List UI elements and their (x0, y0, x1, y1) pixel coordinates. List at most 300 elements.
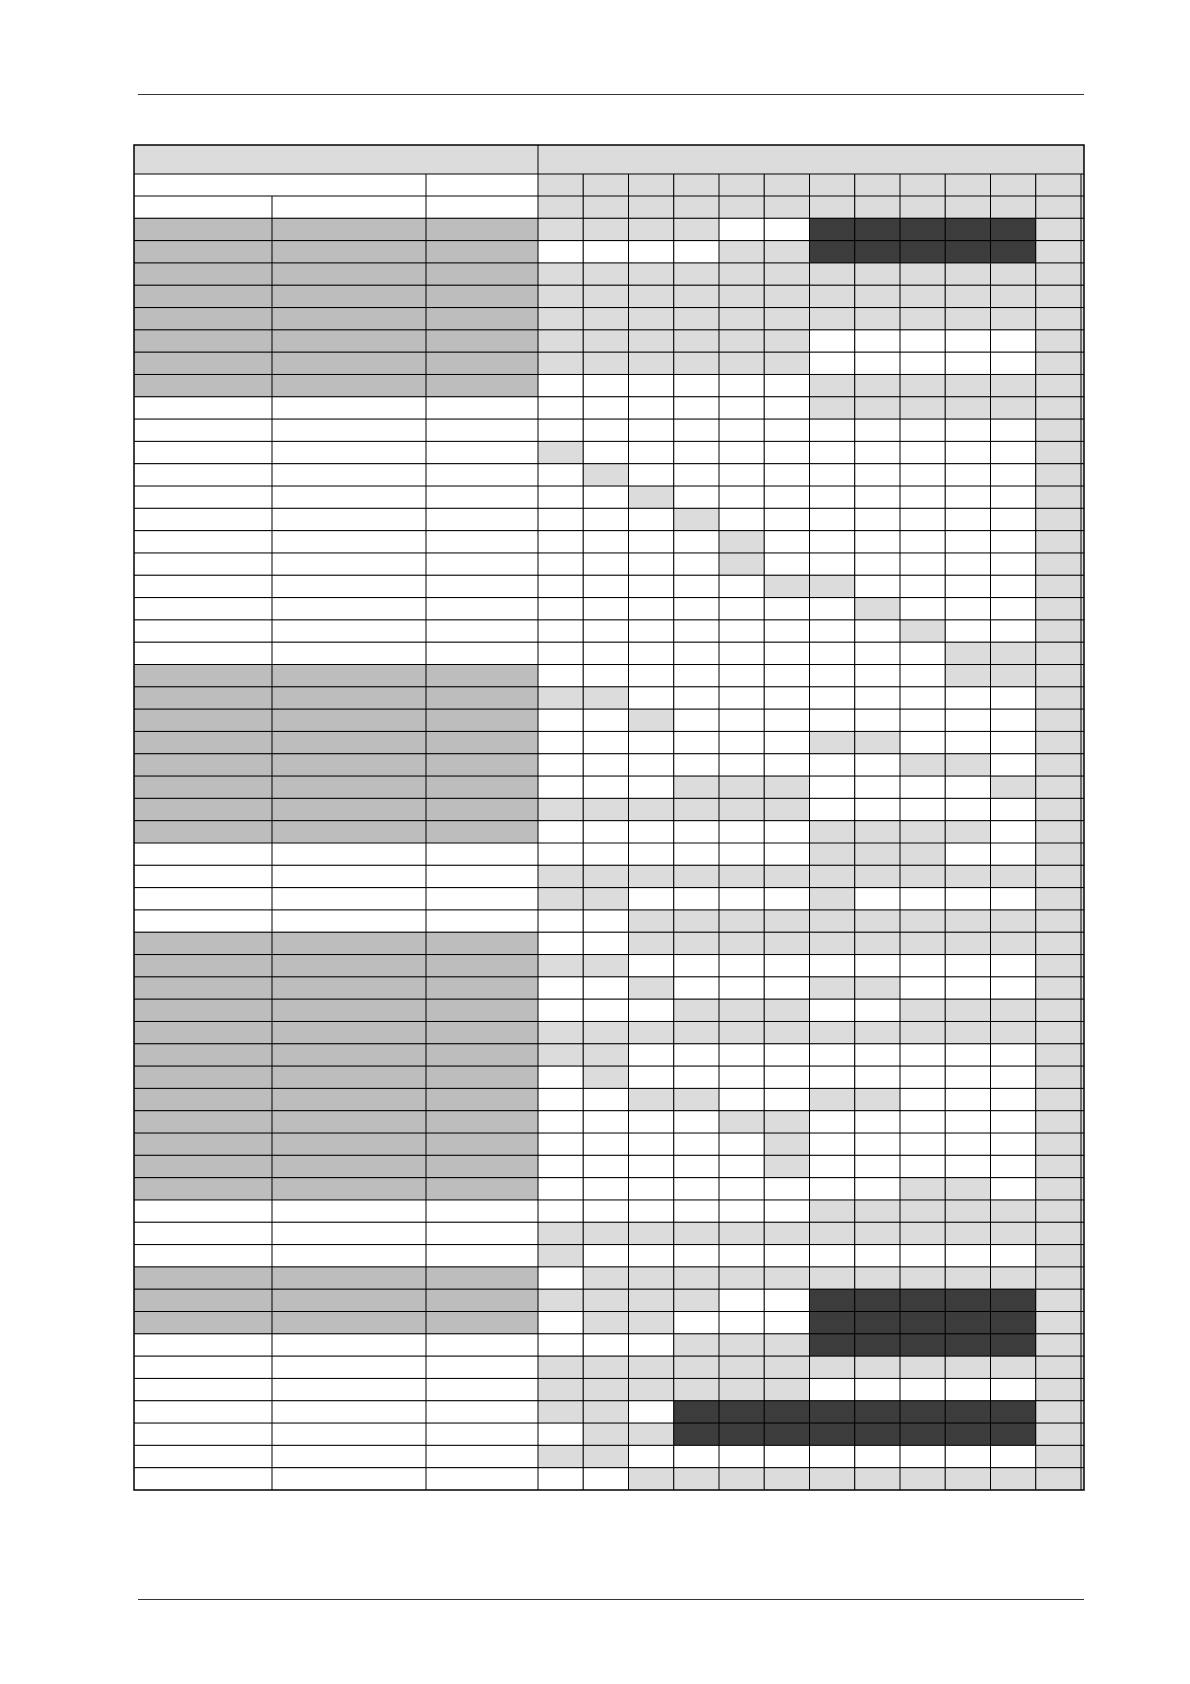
matrix-cell (629, 196, 674, 218)
matrix-cell (538, 642, 583, 664)
matrix-cell (764, 1378, 809, 1400)
matrix-cell (764, 865, 809, 887)
matrix-cell (991, 508, 1036, 530)
row-label-cell (134, 642, 272, 664)
row-label-cell (426, 1378, 538, 1400)
matrix-cell (810, 888, 855, 910)
matrix-cell (674, 1378, 719, 1400)
matrix-cell (1036, 1200, 1081, 1222)
matrix-cell (764, 1200, 809, 1222)
matrix-cell (583, 1289, 628, 1311)
matrix-cell (629, 1289, 674, 1311)
matrix-cell (1036, 999, 1081, 1021)
matrix-cell (1036, 798, 1081, 820)
row-label-cell (134, 776, 272, 798)
row-label-cell (272, 731, 426, 753)
row-label-cell (134, 1088, 272, 1110)
matrix-cell (855, 798, 900, 820)
matrix-cell (945, 1312, 990, 1334)
matrix-cell (764, 598, 809, 620)
matrix-cell (900, 352, 945, 374)
matrix-cell (674, 776, 719, 798)
matrix-cell (945, 1401, 990, 1423)
row-label-cell (134, 330, 272, 352)
row-label-cell (272, 977, 426, 999)
matrix-cell (991, 1155, 1036, 1177)
matrix-cell (945, 731, 990, 753)
subheader-label-cell (134, 174, 426, 196)
row-label-cell (426, 798, 538, 820)
matrix-cell (629, 1267, 674, 1289)
matrix-cell (674, 1155, 719, 1177)
matrix-cell (1036, 241, 1081, 263)
subheader-value-cell (1036, 174, 1081, 196)
row-label-cell (272, 441, 426, 463)
matrix-cell (583, 1066, 628, 1088)
matrix-cell (764, 1245, 809, 1267)
matrix-cell (719, 1133, 764, 1155)
row-label-cell (134, 196, 272, 218)
row-label-cell (272, 241, 426, 263)
matrix-cell (583, 865, 628, 887)
matrix-cell (583, 910, 628, 932)
matrix-cell (1036, 531, 1081, 553)
row-label-cell (134, 1312, 272, 1334)
row-label-cell (272, 754, 426, 776)
matrix-cell (538, 843, 583, 865)
matrix-cell (900, 776, 945, 798)
matrix-cell (810, 932, 855, 954)
row-label-cell (272, 531, 426, 553)
matrix-cell (538, 441, 583, 463)
row-label-cell (426, 977, 538, 999)
matrix-cell (810, 218, 855, 240)
row-label-cell (134, 598, 272, 620)
row-label-cell (426, 598, 538, 620)
matrix-cell (810, 464, 855, 486)
row-label-cell (134, 932, 272, 954)
matrix-cell (629, 1445, 674, 1467)
matrix-cell (1036, 1088, 1081, 1110)
matrix-cell (674, 508, 719, 530)
matrix-cell (991, 553, 1036, 575)
row-label-cell (134, 798, 272, 820)
matrix-cell (629, 308, 674, 330)
matrix-cell (810, 1044, 855, 1066)
matrix-cell (900, 687, 945, 709)
row-label-cell (134, 910, 272, 932)
matrix-cell (538, 1111, 583, 1133)
matrix-cell (629, 620, 674, 642)
matrix-cell (1036, 776, 1081, 798)
matrix-cell (810, 687, 855, 709)
row-label-cell (426, 1222, 538, 1244)
matrix-cell (764, 1133, 809, 1155)
matrix-cell (764, 1178, 809, 1200)
matrix-cell (945, 999, 990, 1021)
matrix-cell (629, 687, 674, 709)
matrix-cell (855, 1423, 900, 1445)
row-label-cell (272, 1267, 426, 1289)
matrix-cell (810, 1334, 855, 1356)
matrix-cell (674, 1133, 719, 1155)
matrix-cell (538, 285, 583, 307)
matrix-cell (583, 665, 628, 687)
matrix-cell (719, 508, 764, 530)
matrix-cell (764, 330, 809, 352)
matrix-cell (855, 330, 900, 352)
row-label-cell (134, 1245, 272, 1267)
matrix-cell (583, 754, 628, 776)
row-label-cell (134, 1468, 272, 1490)
row-label-cell (272, 798, 426, 820)
matrix-cell (945, 352, 990, 374)
matrix-cell (629, 709, 674, 731)
matrix-cell (538, 1289, 583, 1311)
matrix-cell (629, 665, 674, 687)
matrix-cell (900, 865, 945, 887)
matrix-cell (1036, 285, 1081, 307)
matrix-cell (674, 1245, 719, 1267)
row-label-cell (134, 1401, 272, 1423)
row-label-cell (272, 642, 426, 664)
matrix-cell (855, 843, 900, 865)
matrix-cell (991, 241, 1036, 263)
matrix-cell (810, 1378, 855, 1400)
row-label-cell (272, 1200, 426, 1222)
matrix-cell (991, 1066, 1036, 1088)
matrix-cell (719, 955, 764, 977)
matrix-cell (945, 441, 990, 463)
matrix-cell (810, 486, 855, 508)
matrix-cell (945, 888, 990, 910)
matrix-cell (810, 865, 855, 887)
matrix-cell (1036, 1378, 1081, 1400)
matrix-cell (764, 1312, 809, 1334)
matrix-cell (855, 553, 900, 575)
matrix-cell (991, 374, 1036, 396)
row-label-cell (272, 1378, 426, 1400)
matrix-cell (855, 754, 900, 776)
row-label-cell (272, 1356, 426, 1378)
subheader-value-cell (900, 174, 945, 196)
row-label-cell (426, 865, 538, 887)
matrix-cell (583, 776, 628, 798)
row-label-cell (426, 888, 538, 910)
matrix-cell (855, 1378, 900, 1400)
matrix-cell (674, 374, 719, 396)
matrix-cell (583, 1044, 628, 1066)
matrix-cell (1036, 575, 1081, 597)
matrix-cell (764, 955, 809, 977)
matrix-cell (719, 263, 764, 285)
row-label-cell (426, 575, 538, 597)
row-label-cell (272, 1445, 426, 1467)
matrix-cell (1036, 598, 1081, 620)
row-label-cell (426, 330, 538, 352)
matrix-cell (674, 843, 719, 865)
matrix-cell (583, 731, 628, 753)
matrix-cell (719, 1044, 764, 1066)
matrix-cell (629, 1312, 674, 1334)
row-label-cell (272, 1312, 426, 1334)
row-label-cell (134, 665, 272, 687)
matrix-cell (719, 1312, 764, 1334)
matrix-cell (629, 955, 674, 977)
row-label-cell (272, 1044, 426, 1066)
matrix-cell (991, 464, 1036, 486)
row-label-cell (134, 1021, 272, 1043)
matrix-cell (629, 1423, 674, 1445)
matrix-cell (945, 1356, 990, 1378)
matrix-cell (900, 1178, 945, 1200)
row-label-cell (426, 1200, 538, 1222)
row-label-cell (134, 218, 272, 240)
matrix-cell (583, 374, 628, 396)
row-label-cell (134, 977, 272, 999)
matrix-cell (855, 464, 900, 486)
matrix-cell (764, 553, 809, 575)
row-label-cell (426, 620, 538, 642)
row-label-cell (426, 776, 538, 798)
matrix-cell (764, 1111, 809, 1133)
matrix-cell (583, 1334, 628, 1356)
row-label-cell (272, 999, 426, 1021)
row-label-cell (134, 1445, 272, 1467)
matrix-cell (945, 397, 990, 419)
matrix-cell (945, 575, 990, 597)
row-label-cell (134, 1044, 272, 1066)
matrix-cell (629, 1468, 674, 1490)
row-label-cell (426, 687, 538, 709)
matrix-cell (855, 910, 900, 932)
matrix-cell (945, 241, 990, 263)
matrix-cell (719, 620, 764, 642)
matrix-cell (810, 196, 855, 218)
row-label-cell (272, 955, 426, 977)
matrix-cell (674, 1066, 719, 1088)
row-label-cell (134, 687, 272, 709)
row-label-cell (272, 1133, 426, 1155)
matrix-cell (855, 1222, 900, 1244)
matrix-cell (674, 553, 719, 575)
matrix-cell (900, 486, 945, 508)
matrix-cell (991, 1445, 1036, 1467)
matrix-cell (900, 1044, 945, 1066)
row-label-cell (272, 330, 426, 352)
row-label-cell (134, 1289, 272, 1311)
row-label-cell (426, 419, 538, 441)
matrix-cell (764, 1088, 809, 1110)
matrix-cell (674, 1044, 719, 1066)
matrix-cell (1036, 397, 1081, 419)
matrix-cell (945, 464, 990, 486)
row-label-cell (272, 687, 426, 709)
row-label-cell (272, 1021, 426, 1043)
row-label-cell (426, 553, 538, 575)
matrix-cell (583, 977, 628, 999)
matrix-cell (583, 932, 628, 954)
matrix-cell (538, 1222, 583, 1244)
matrix-cell (629, 977, 674, 999)
matrix-cell (991, 1289, 1036, 1311)
matrix-cell (991, 1401, 1036, 1423)
row-label-cell (272, 910, 426, 932)
matrix-cell (855, 821, 900, 843)
matrix-cell (991, 598, 1036, 620)
matrix-cell (1036, 1222, 1081, 1244)
row-label-cell (272, 464, 426, 486)
matrix-cell (764, 932, 809, 954)
matrix-cell (629, 642, 674, 664)
matrix-cell (674, 910, 719, 932)
matrix-cell (764, 776, 809, 798)
matrix-cell (945, 598, 990, 620)
matrix-cell (900, 1200, 945, 1222)
matrix-cell (855, 1468, 900, 1490)
matrix-cell (583, 464, 628, 486)
matrix-cell (945, 308, 990, 330)
matrix-cell (538, 620, 583, 642)
matrix-cell (583, 843, 628, 865)
row-label-cell (134, 1066, 272, 1088)
matrix-cell (900, 285, 945, 307)
matrix-cell (991, 932, 1036, 954)
matrix-cell (719, 754, 764, 776)
matrix-cell (674, 865, 719, 887)
matrix-cell (900, 642, 945, 664)
matrix-cell (583, 598, 628, 620)
matrix-cell (1036, 1155, 1081, 1177)
matrix-cell (674, 620, 719, 642)
row-label-cell (134, 1111, 272, 1133)
matrix-cell (764, 1021, 809, 1043)
matrix-cell (538, 1401, 583, 1423)
matrix-cell (991, 1088, 1036, 1110)
matrix-cell (945, 1155, 990, 1177)
matrix-cell (764, 374, 809, 396)
matrix-cell (945, 754, 990, 776)
matrix-cell (1036, 374, 1081, 396)
matrix-cell (991, 1468, 1036, 1490)
matrix-cell (764, 1356, 809, 1378)
matrix-cell (855, 665, 900, 687)
row-label-cell (426, 1066, 538, 1088)
matrix-cell (900, 1066, 945, 1088)
row-label-cell (426, 241, 538, 263)
matrix-cell (810, 285, 855, 307)
matrix-cell (991, 888, 1036, 910)
matrix-cell (810, 419, 855, 441)
matrix-cell (810, 1222, 855, 1244)
matrix-cell (538, 665, 583, 687)
matrix-cell (1036, 1066, 1081, 1088)
matrix-cell (629, 798, 674, 820)
matrix-cell (945, 955, 990, 977)
matrix-cell (764, 196, 809, 218)
matrix-cell (583, 553, 628, 575)
matrix-cell (900, 932, 945, 954)
matrix-cell (945, 285, 990, 307)
matrix-cell (583, 821, 628, 843)
row-label-cell (272, 1423, 426, 1445)
matrix-cell (674, 531, 719, 553)
matrix-cell (945, 330, 990, 352)
matrix-cell (719, 374, 764, 396)
row-label-cell (134, 754, 272, 776)
row-label-cell (134, 464, 272, 486)
matrix-cell (945, 1021, 990, 1043)
row-label-cell (426, 263, 538, 285)
matrix-cell (900, 1155, 945, 1177)
matrix-cell (719, 486, 764, 508)
matrix-cell (810, 821, 855, 843)
matrix-cell (583, 1445, 628, 1467)
matrix-cell (674, 977, 719, 999)
matrix-cell (945, 1133, 990, 1155)
matrix-cell (1036, 1334, 1081, 1356)
matrix-cell (629, 1200, 674, 1222)
row-label-cell (272, 1111, 426, 1133)
row-label-cell (272, 1245, 426, 1267)
row-label-cell (134, 1378, 272, 1400)
matrix-cell (583, 1468, 628, 1490)
matrix-cell (764, 419, 809, 441)
matrix-cell (538, 575, 583, 597)
matrix-cell (674, 352, 719, 374)
matrix-cell (945, 1088, 990, 1110)
matrix-cell (810, 263, 855, 285)
matrix-cell (855, 374, 900, 396)
row-label-cell (272, 1155, 426, 1177)
matrix-cell (945, 218, 990, 240)
matrix-cell (810, 999, 855, 1021)
matrix-cell (810, 1445, 855, 1467)
matrix-cell (900, 1334, 945, 1356)
matrix-cell (1036, 709, 1081, 731)
matrix-cell (855, 218, 900, 240)
matrix-cell (629, 263, 674, 285)
matrix-cell (674, 1445, 719, 1467)
matrix-cell (629, 1066, 674, 1088)
matrix-cell (719, 731, 764, 753)
matrix-cell (991, 731, 1036, 753)
matrix-cell (764, 709, 809, 731)
matrix-cell (945, 665, 990, 687)
matrix-cell (991, 1044, 1036, 1066)
row-label-cell (426, 352, 538, 374)
matrix-cell (719, 1200, 764, 1222)
matrix-cell (900, 441, 945, 463)
matrix-cell (719, 709, 764, 731)
matrix-cell (538, 776, 583, 798)
row-label-cell (134, 955, 272, 977)
matrix-cell (855, 508, 900, 530)
matrix-cell (1036, 1401, 1081, 1423)
matrix-cell (764, 1155, 809, 1177)
matrix-cell (900, 1445, 945, 1467)
matrix-cell (945, 843, 990, 865)
row-label-cell (134, 441, 272, 463)
matrix-cell (719, 1222, 764, 1244)
row-label-cell (426, 1155, 538, 1177)
matrix-cell (810, 1066, 855, 1088)
matrix-cell (810, 776, 855, 798)
matrix-cell (991, 419, 1036, 441)
matrix-cell (855, 955, 900, 977)
matrix-cell (855, 1178, 900, 1200)
matrix-cell (764, 843, 809, 865)
